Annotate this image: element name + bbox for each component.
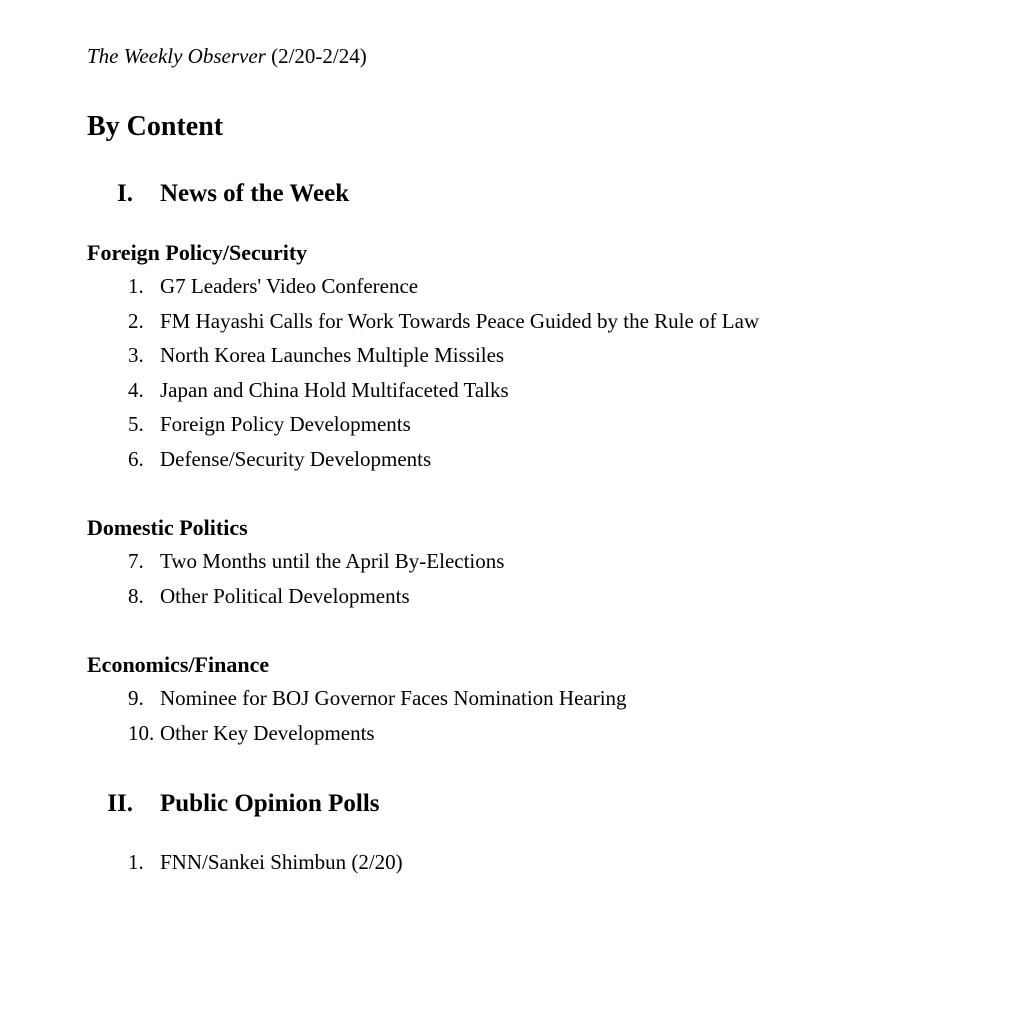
list-item-text: Defense/Security Developments <box>160 446 432 471</box>
document-title <box>87 42 967 70</box>
section-title: News of the Week <box>160 180 350 207</box>
toc-list-domestic-politics <box>87 544 967 613</box>
document-title-daterange: (2/20-2/24) <box>265 44 367 68</box>
list-item-number: 8. <box>128 583 144 608</box>
list-item-number: 4. <box>128 377 144 402</box>
toc-list-foreign-policy <box>87 269 967 476</box>
list-item-text: Japan and China Hold Multifaceted Talks <box>160 377 509 402</box>
list-item-text: Other Political Developments <box>160 583 410 608</box>
list-item-text: Other Key Developments <box>160 720 375 745</box>
subsection-heading-economics-finance: Economics/Finance <box>87 652 270 677</box>
subsection-heading-domestic-politics: Domestic Politics <box>87 515 248 540</box>
list-item-number: 2. <box>128 308 144 333</box>
section-title: Public Opinion Polls <box>160 790 380 817</box>
document-title-name: The Weekly Observer <box>87 44 266 68</box>
list-item <box>87 269 967 304</box>
list-item <box>87 373 967 408</box>
section-numeral: II. <box>107 790 133 817</box>
section-heading-news-of-the-week <box>87 178 967 209</box>
list-item-text: Nominee for BOJ Governor Faces Nomination Hearing <box>160 686 627 710</box>
list-item-text: FM Hayashi Calls for Work Towards Peace Guided by the Rule of Law <box>160 308 760 333</box>
list-item <box>87 544 967 579</box>
list-item <box>87 716 967 751</box>
toc-heading: By Content <box>87 111 224 142</box>
list-item <box>87 579 967 614</box>
list-item-number: 1. <box>128 274 144 298</box>
list-item-number: 6. <box>128 446 144 471</box>
list-item-text: Two Months until the April By-Elections <box>160 549 505 573</box>
list-item <box>87 338 967 373</box>
list-item-text: Foreign Policy Developments <box>160 412 411 436</box>
list-item <box>87 681 967 716</box>
list-item-number: 5. <box>128 412 144 436</box>
list-item-text: FNN/Sankei Shimbun (2/20) <box>160 850 403 874</box>
list-item-number: 3. <box>128 343 144 367</box>
toc-list-public-opinion-polls <box>87 845 967 880</box>
section-heading-public-opinion-polls <box>87 788 967 819</box>
list-item <box>87 442 967 477</box>
list-item-text: G7 Leaders' Video Conference <box>160 274 419 298</box>
list-item <box>87 845 967 880</box>
list-item-number: 9. <box>128 686 144 710</box>
list-item-number: 10. <box>128 720 155 745</box>
list-item <box>87 304 967 339</box>
section-numeral: I. <box>117 180 133 207</box>
list-item-text: North Korea Launches Multiple Missiles <box>160 343 505 367</box>
toc-list-economics-finance <box>87 681 967 750</box>
subsection-heading-foreign-policy-security: Foreign Policy/Security <box>87 240 308 265</box>
list-item-number: 1. <box>128 850 144 874</box>
list-item-number: 7. <box>128 549 144 573</box>
list-item <box>87 407 967 442</box>
